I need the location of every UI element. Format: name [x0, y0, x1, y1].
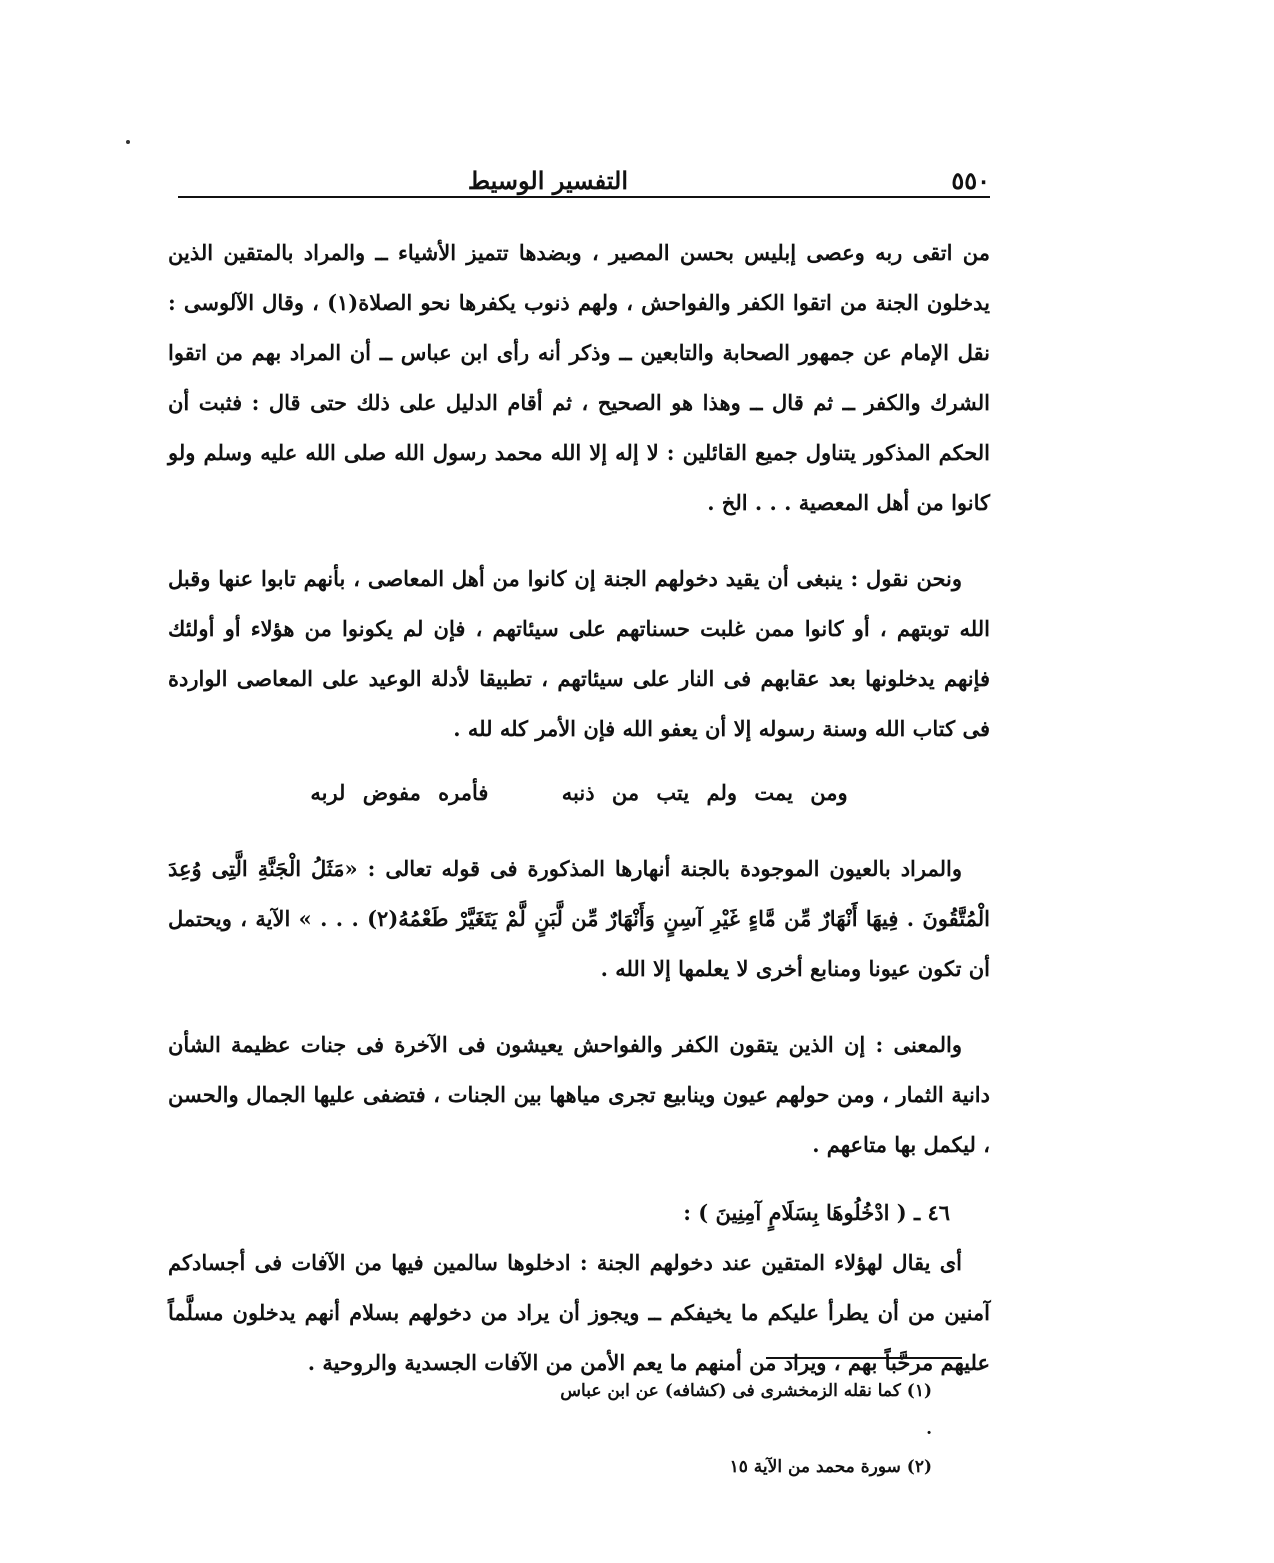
verse-second-hemistich: فأمره مفوض لربه — [310, 780, 489, 805]
paragraph-3: والمراد بالعيون الموجودة بالجنة أنهارها المذكورة فى قوله تعالى : «مَثَلُ الْجَنَّةِ الَّتِى وُعِدَ الْمُتَّقُونَ . فِيهَا أَنْهَارٌ مِّن مَّاءٍ غَيْرِ آسِنٍ وَأَنْهَارٌ مِّن لَّبَنٍ لَّمْ يَتَغَيَّرْ طَعْمُهُ(٢) . . . » الآية ، ويحتمل أن تكون عيونا ومنابع أخرى لا يعلمها إلا الله . — [168, 856, 990, 981]
paragraph-2: ونحن نقول : ينبغى أن يقيد دخولهم الجنة إن كانوا من أهل المعاصى ، بأنهم تابوا عنها وقبل الله توبتهم ، أو كانوا ممن غلبت حسناتهم على سيئاتهم ، فإن لم يكونوا من هؤلاء أو أولئك فإنهم يدخلونها بعد عقابهم فى النار على سيئاتهم ، تطبيقا لأدلة الوعيد على المعاصى الواردة فى كتاب الله وسنة رسوله إلا أن يعفو الله فإن الأمر كله لله . — [168, 566, 990, 741]
main-text — [168, 228, 990, 1388]
paragraph-1: من اتقى ربه وعصى إبليس بحسن المصير ، وبضدها تتميز الأشياء ــ والمراد بالمتقين الذين يدخلون الجنة من اتقوا الكفر والفواحش ، ولهم ذنوب يكفرها نحو الصلاة(١) ، وقال الآلوسى : نقل الإمام عن جمهور الصحابة والتابعين ــ وذكر أنه رأى ابن عباس ــ أن المراد بهم من اتقوا الشرك والكفر ــ ثم قال ــ وهذا هو الصحيح ، ثم أقام الدليل على ذلك حتى قال : فثبت أن الحكم المذكور يتناول جميع القائلين : لا إله إلا الله محمد رسول الله صلى الله عليه وسلم ولو كانوا من أهل المعصية . . . الخ . — [168, 240, 990, 515]
verse-first-hemistich: ومن يمت ولم يتب من ذنبه — [561, 780, 848, 805]
running-title: التفسير الوسيط — [467, 166, 628, 195]
paragraph-4: والمعنى : إن الذين يتقون الكفر والفواحش يعيشون فى الآخرة فى جنات عظيمة الشأن دانية الثمار ، ومن حولهم عيون وينابيع تجرى مياهها بين الجنات ، فتضفى عليها الجمال والحسن ، ليكمل بها متاعهم . — [168, 1032, 990, 1157]
footnote-2: (٢) سورة محمد من الآية ١٥ — [729, 1457, 932, 1477]
verse-heading-46: ٤٦ ـ ( ادْخُلُوهَا بِسَلَامٍ آمِنِينَ ) : — [683, 1200, 950, 1225]
footnote-rule — [766, 1357, 962, 1359]
page-header — [178, 158, 990, 198]
footnote-1: (١) كما نقله الزمخشرى فى (كشافه) عن ابن عباس . — [560, 1381, 932, 1439]
scan-speck — [126, 140, 130, 144]
page-number: ٥٥٠ — [951, 166, 990, 195]
header-rule — [178, 196, 990, 198]
footnotes — [560, 1372, 932, 1486]
paragraph-5: أى يقال لهؤلاء المتقين عند دخولهم الجنة : ادخلوها سالمين فيها من الآفات فى أجسادكم آمنين من أن يطرأ عليكم ما يخيفكم ــ ويجوز أن يراد من دخولهم بسلام أنهم يدخلون مسلَّماً عليهم مرحَّباً بهم ، ويراد من أمنهم ما يعم الأمن من الآفات الجسدية والروحية . — [168, 1250, 990, 1375]
poetry-verse — [168, 768, 990, 818]
